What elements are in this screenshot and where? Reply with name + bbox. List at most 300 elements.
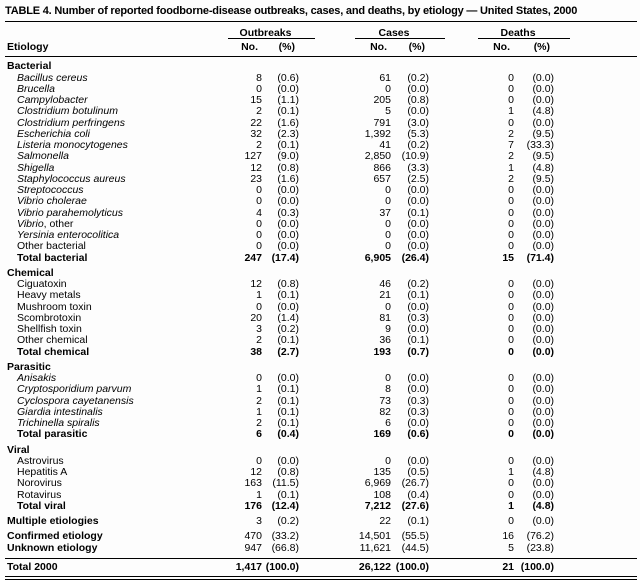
cases-pct-cell bbox=[391, 57, 429, 73]
tail-cell bbox=[554, 396, 637, 407]
gap-cell bbox=[429, 140, 470, 151]
gap-cell bbox=[299, 140, 347, 151]
table-row-total-bacterial bbox=[5, 253, 637, 264]
column-header-deaths-pct: (%) bbox=[514, 39, 554, 57]
gap-cell bbox=[299, 302, 347, 313]
outbreaks-pct-cell: (0.0) bbox=[277, 195, 299, 208]
tail-cell bbox=[554, 151, 637, 162]
deaths-no-cell bbox=[470, 358, 514, 373]
cases-pct-cell: (44.5) bbox=[401, 541, 430, 554]
gap-cell bbox=[429, 467, 470, 478]
section-grand-total bbox=[5, 558, 637, 578]
etiology-cell bbox=[5, 441, 220, 456]
etiology-label: Cryptosporidium parvum bbox=[17, 383, 132, 396]
gap-cell bbox=[299, 543, 347, 559]
tail-cell bbox=[554, 264, 637, 279]
cases-no-cell: 8 bbox=[385, 383, 391, 396]
outbreaks-pct-cell bbox=[262, 358, 299, 373]
column-header-cases-no: No. bbox=[347, 39, 391, 57]
deaths-pct-cell: (0.0) bbox=[532, 417, 555, 429]
table-row-other-bacterial bbox=[5, 241, 637, 252]
deaths-pct-cell: (0.0) bbox=[532, 289, 555, 302]
tail-cell bbox=[554, 279, 637, 290]
outbreaks-pct-cell: (11.5) bbox=[272, 477, 299, 490]
gap-cell bbox=[429, 418, 470, 429]
gap-cell bbox=[299, 313, 347, 324]
tail-cell bbox=[554, 241, 637, 252]
deaths-no-cell: 0 bbox=[508, 289, 515, 302]
table-row-total-chemical bbox=[5, 347, 637, 358]
tail-cell bbox=[554, 373, 637, 384]
outbreaks-pct-cell: (2.3) bbox=[277, 127, 299, 140]
etiology-label: Hepatitis A bbox=[17, 466, 68, 478]
outbreaks-no-cell: 23 bbox=[250, 172, 262, 185]
gap-cell bbox=[429, 527, 470, 542]
outbreaks-pct-cell: (0.8) bbox=[277, 161, 299, 174]
etiology-cell bbox=[5, 264, 220, 279]
outbreaks-pct-cell: (0.0) bbox=[277, 229, 299, 241]
deaths-pct-cell bbox=[514, 358, 554, 373]
gap-cell bbox=[429, 106, 470, 117]
cases-no-cell: 0 bbox=[385, 240, 391, 253]
gap-cell bbox=[299, 358, 347, 373]
gap-cell bbox=[299, 384, 347, 395]
outbreaks-pct-cell bbox=[262, 264, 299, 279]
deaths-pct-cell: (0.0) bbox=[532, 515, 555, 527]
outbreaks-no-cell: 0 bbox=[256, 229, 262, 241]
gap-cell bbox=[429, 347, 470, 358]
deaths-no-cell: 21 bbox=[470, 558, 514, 578]
column-header-deaths-no: No. bbox=[470, 39, 514, 57]
outbreaks-pct-cell: (0.0) bbox=[277, 454, 299, 467]
outbreaks-pct-cell: (0.2) bbox=[277, 323, 299, 335]
section-header-row-chemical bbox=[5, 264, 637, 279]
cases-pct-cell bbox=[391, 264, 429, 279]
outbreaks-no-cell: 22 bbox=[250, 116, 262, 129]
gap-cell bbox=[429, 441, 470, 456]
outbreaks-no-cell: 2 bbox=[256, 105, 262, 118]
outbreaks-pct-cell: (0.4) bbox=[277, 428, 299, 441]
cases-no-cell: 0 bbox=[385, 195, 391, 208]
etiology-label: Heavy metals bbox=[17, 289, 81, 302]
cases-no-cell: 108 bbox=[373, 488, 391, 501]
tail-cell bbox=[554, 84, 637, 95]
gap-cell bbox=[299, 57, 347, 73]
outbreaks-pct-cell: (1.1) bbox=[277, 94, 299, 106]
outbreaks-no-cell: 0 bbox=[256, 184, 262, 196]
outbreaks-no-cell: 38 bbox=[250, 345, 262, 358]
deaths-pct-cell: (0.0) bbox=[532, 71, 555, 84]
deaths-no-cell: 0 bbox=[508, 116, 515, 129]
cases-no-cell: 0 bbox=[385, 217, 391, 230]
cases-no-cell: 14,501 bbox=[358, 530, 391, 543]
cases-no-cell: 0 bbox=[385, 454, 391, 467]
deaths-no-cell: 0 bbox=[508, 206, 515, 219]
deaths-pct-cell: (0.0) bbox=[532, 334, 555, 347]
deaths-no-cell: 7 bbox=[508, 139, 515, 151]
outbreaks-no-cell: 12 bbox=[250, 466, 262, 478]
tail-cell bbox=[554, 347, 637, 358]
cases-pct-cell: (0.0) bbox=[407, 217, 430, 230]
etiology-label: Astrovirus bbox=[17, 454, 64, 467]
cases-no-cell: 169 bbox=[373, 428, 391, 441]
deaths-pct-cell: (0.0) bbox=[532, 311, 555, 324]
etiology-label: Total chemical bbox=[17, 345, 90, 358]
outbreaks-no-cell: 247 bbox=[244, 251, 262, 264]
gap-cell bbox=[299, 456, 347, 467]
cases-no-cell: 11,621 bbox=[359, 541, 391, 554]
etiology-header-spacer bbox=[5, 22, 220, 39]
gap-cell bbox=[429, 84, 470, 95]
deaths-no-cell: 1 bbox=[508, 499, 515, 512]
cases-no-cell: 193 bbox=[373, 345, 391, 358]
tail-cell bbox=[554, 95, 637, 106]
outbreaks-pct-cell: (0.0) bbox=[277, 82, 299, 95]
section-bacterial bbox=[5, 57, 637, 264]
tail-cell bbox=[554, 253, 637, 264]
cases-pct-cell: (0.0) bbox=[407, 417, 430, 429]
cases-pct-cell: (0.1) bbox=[407, 334, 430, 347]
cases-no-cell bbox=[347, 57, 391, 73]
outbreaks-pct-cell: (1.4) bbox=[277, 311, 299, 324]
deaths-pct-cell: (0.0) bbox=[532, 217, 555, 230]
deaths-no-cell: 0 bbox=[508, 383, 515, 396]
gap-cell bbox=[429, 543, 470, 559]
cases-pct-cell: (0.0) bbox=[407, 454, 430, 467]
group-label: Deaths bbox=[500, 26, 536, 39]
deaths-pct-cell: (0.0) bbox=[532, 82, 555, 95]
cases-no-cell: 0 bbox=[385, 229, 391, 241]
outbreaks-pct-cell: (0.1) bbox=[277, 394, 299, 407]
etiology-label: Norovirus bbox=[17, 477, 62, 490]
cases-pct-cell: (55.5) bbox=[401, 530, 430, 543]
deaths-no-cell: 0 bbox=[508, 311, 515, 324]
etiology-label: Trichinella spiralis bbox=[17, 417, 100, 429]
cases-no-cell: 5 bbox=[385, 105, 391, 118]
tail-cell bbox=[554, 527, 637, 542]
tail-cell bbox=[554, 467, 637, 478]
table-row-other-chemical bbox=[5, 335, 637, 346]
cases-no-cell: 81 bbox=[379, 311, 391, 324]
tail-cell bbox=[554, 558, 637, 578]
outbreaks-pct-cell: (66.8) bbox=[271, 541, 299, 554]
outbreaks-pct-cell bbox=[262, 441, 299, 456]
etiology-label: Escherichia coli bbox=[17, 127, 90, 140]
gap-cell bbox=[429, 118, 470, 129]
tail-cell bbox=[554, 57, 637, 73]
cases-no-cell bbox=[347, 358, 391, 373]
outbreaks-pct-cell: (0.0) bbox=[277, 240, 299, 253]
cases-no-cell: 135 bbox=[373, 466, 391, 478]
outbreaks-pct-cell: (0.8) bbox=[277, 466, 299, 478]
gap-cell bbox=[429, 73, 470, 84]
table-row-total-2000 bbox=[5, 558, 637, 578]
section-viral bbox=[5, 441, 637, 513]
etiology-label: Salmonella bbox=[17, 150, 69, 163]
cases-pct-cell: (0.2) bbox=[407, 139, 430, 151]
section-summary bbox=[5, 527, 637, 558]
deaths-no-cell: 0 bbox=[508, 195, 515, 208]
tail-cell bbox=[554, 335, 637, 346]
gap-cell bbox=[429, 151, 470, 162]
cases-no-cell: 82 bbox=[379, 405, 391, 418]
cases-no-cell: 6,905 bbox=[364, 251, 391, 264]
etiology-label: Staphylococcus aureus bbox=[17, 172, 126, 185]
outbreaks-no-cell: 1 bbox=[256, 405, 262, 418]
gap-cell bbox=[299, 279, 347, 290]
section-parasitic bbox=[5, 358, 637, 441]
etiology-table bbox=[5, 22, 637, 580]
deaths-pct-cell: (71.4) bbox=[526, 251, 555, 264]
etiology-label: Other bacterial bbox=[17, 240, 86, 253]
tail-cell bbox=[554, 219, 637, 230]
deaths-no-cell: 1 bbox=[508, 161, 515, 174]
deaths-pct-cell: (0.0) bbox=[532, 488, 555, 501]
outbreaks-pct-cell: (0.1) bbox=[277, 383, 299, 396]
outbreaks-no-cell: 947 bbox=[244, 541, 262, 554]
gap-cell bbox=[299, 373, 347, 384]
gap-cell bbox=[299, 290, 347, 301]
gap-cell bbox=[429, 407, 470, 418]
etiology-label: Scombrotoxin bbox=[17, 311, 82, 324]
outbreaks-no-cell: 0 bbox=[256, 217, 262, 230]
gap-cell bbox=[429, 501, 470, 512]
gap-cell bbox=[299, 73, 347, 84]
outbreaks-no-cell: 1 bbox=[256, 488, 262, 501]
outbreaks-no-cell: 176 bbox=[244, 499, 262, 512]
table-row-norovirus bbox=[5, 478, 637, 489]
deaths-no-cell: 0 bbox=[508, 515, 515, 527]
gap-cell bbox=[299, 84, 347, 95]
outbreaks-no-cell: 0 bbox=[256, 372, 262, 384]
tail-cell bbox=[554, 407, 637, 418]
etiology-label: Campylobacter bbox=[17, 94, 88, 106]
cases-pct-cell bbox=[391, 441, 429, 456]
tail-cell bbox=[554, 324, 637, 335]
cases-pct-cell: (26.4) bbox=[401, 251, 430, 264]
table-row-heavy-metals bbox=[5, 290, 637, 301]
etiology-label: Total viral bbox=[17, 499, 66, 512]
outbreaks-pct-cell: (0.0) bbox=[277, 300, 299, 313]
etiology-label: Brucella bbox=[17, 82, 55, 95]
outbreaks-no-cell: 2 bbox=[256, 394, 262, 407]
gap-cell bbox=[429, 358, 470, 373]
gap-cell bbox=[299, 558, 347, 578]
gap-cell bbox=[429, 163, 470, 174]
deaths-no-cell: 0 bbox=[508, 300, 515, 313]
deaths-no-cell bbox=[470, 57, 514, 73]
outbreaks-pct-cell: (2.7) bbox=[277, 345, 299, 358]
etiology-cell bbox=[5, 358, 220, 373]
cases-pct-cell: (0.0) bbox=[407, 240, 430, 253]
tail-cell bbox=[554, 418, 637, 429]
deaths-no-cell: 0 bbox=[508, 372, 515, 384]
gap-cell bbox=[299, 196, 347, 207]
gap-cell bbox=[429, 129, 470, 140]
tail-cell bbox=[554, 478, 637, 489]
etiology-label-suffix: , other bbox=[43, 217, 74, 230]
gap-cell bbox=[299, 219, 347, 230]
outbreaks-no-cell: 0 bbox=[256, 195, 262, 208]
cases-pct-cell: (0.3) bbox=[407, 394, 430, 407]
gap-cell bbox=[299, 95, 347, 106]
column-header-outbreaks-no: No. bbox=[220, 39, 262, 57]
etiology-label: Bacillus cereus bbox=[17, 71, 88, 84]
outbreaks-no-cell: 0 bbox=[256, 300, 262, 313]
cases-pct-cell: (0.0) bbox=[407, 323, 430, 335]
etiology-label: Streptococcus bbox=[17, 184, 84, 196]
group-underline bbox=[355, 38, 445, 39]
etiology-label: Viral bbox=[7, 443, 30, 456]
outbreaks-pct-cell: (1.6) bbox=[277, 172, 299, 185]
deaths-pct-cell: (0.0) bbox=[532, 345, 555, 358]
gap-cell bbox=[299, 527, 347, 542]
gap-cell bbox=[429, 384, 470, 395]
deaths-no-cell: 0 bbox=[508, 278, 515, 290]
outbreaks-pct-cell: (0.8) bbox=[277, 278, 299, 290]
gap-cell bbox=[429, 39, 470, 57]
etiology-label: Multiple etiologies bbox=[7, 515, 99, 527]
outbreaks-no-cell: 15 bbox=[250, 94, 262, 106]
deaths-pct-cell: (9.5) bbox=[532, 150, 555, 163]
tail-cell bbox=[554, 501, 637, 512]
etiology-label: Vibrio cholerae bbox=[17, 195, 87, 208]
table-title: TABLE 4. Number of reported foodborne-disease outbreaks, cases, and deaths, by etiology — United States, 2000 bbox=[5, 5, 637, 22]
outbreaks-pct-cell: (0.0) bbox=[277, 217, 299, 230]
etiology-cell bbox=[5, 501, 220, 512]
deaths-no-cell bbox=[470, 264, 514, 279]
cases-pct-cell: (0.4) bbox=[407, 488, 430, 501]
gap-cell bbox=[429, 512, 470, 527]
deaths-no-cell: 0 bbox=[508, 405, 515, 418]
etiology-label: Clostridium botulinum bbox=[17, 105, 118, 118]
cases-no-cell: 73 bbox=[379, 394, 391, 407]
section-chemical bbox=[5, 264, 637, 358]
table-row-total-viral bbox=[5, 501, 637, 512]
etiology-label: Ciguatoxin bbox=[17, 278, 67, 290]
gap-cell bbox=[299, 396, 347, 407]
cases-pct-cell: (0.7) bbox=[407, 345, 430, 358]
gap-cell bbox=[299, 39, 347, 57]
group-underline bbox=[478, 38, 570, 39]
deaths-no-cell: 0 bbox=[508, 240, 515, 253]
outbreaks-no-cell: 0 bbox=[256, 454, 262, 467]
cases-pct-cell: (0.0) bbox=[407, 105, 430, 118]
outbreaks-no-cell: 470 bbox=[244, 530, 262, 543]
etiology-label: Total parasitic bbox=[17, 428, 88, 441]
deaths-no-cell: 0 bbox=[508, 334, 515, 347]
gap-cell bbox=[299, 22, 347, 39]
etiology-label: Giardia intestinalis bbox=[17, 405, 103, 418]
cases-pct-cell: (0.0) bbox=[407, 372, 430, 384]
outbreaks-no-cell: 0 bbox=[256, 240, 262, 253]
deaths-no-cell: 0 bbox=[508, 229, 515, 241]
outbreaks-no-cell: 12 bbox=[250, 278, 262, 290]
outbreaks-no-cell: 2 bbox=[256, 139, 262, 151]
gap-cell bbox=[429, 57, 470, 73]
deaths-no-cell: 0 bbox=[508, 454, 515, 467]
cases-no-cell: 36 bbox=[379, 334, 391, 347]
gap-cell bbox=[299, 174, 347, 185]
gap-cell bbox=[429, 185, 470, 196]
gap-cell bbox=[299, 253, 347, 264]
cases-no-cell: 791 bbox=[373, 116, 391, 129]
tail-cell bbox=[554, 230, 637, 241]
cases-no-cell: 26,122 bbox=[347, 558, 391, 578]
gap-cell bbox=[429, 279, 470, 290]
outbreaks-no-cell: 3 bbox=[256, 515, 262, 527]
section-header-row-bacterial bbox=[5, 57, 637, 73]
deaths-no-cell: 2 bbox=[508, 150, 515, 163]
outbreaks-no-cell: 3 bbox=[256, 323, 262, 335]
etiology-label: Mushroom toxin bbox=[17, 300, 92, 313]
group-header-deaths bbox=[470, 22, 554, 39]
outbreaks-no-cell: 0 bbox=[256, 82, 262, 95]
gap-cell bbox=[299, 490, 347, 501]
deaths-no-cell: 0 bbox=[508, 217, 515, 230]
cases-pct-cell bbox=[391, 358, 429, 373]
cases-pct-cell: (0.0) bbox=[407, 82, 430, 95]
outbreaks-no-cell: 20 bbox=[250, 311, 262, 324]
group-underline bbox=[228, 38, 315, 39]
gap-cell bbox=[429, 490, 470, 501]
deaths-no-cell: 0 bbox=[508, 417, 515, 429]
tail-cell bbox=[554, 456, 637, 467]
deaths-no-cell: 1 bbox=[508, 466, 515, 478]
outbreaks-pct-cell: (0.1) bbox=[277, 488, 299, 501]
cases-pct-cell: (0.1) bbox=[407, 289, 430, 302]
deaths-pct-cell: (4.8) bbox=[532, 499, 555, 512]
gap-cell bbox=[299, 324, 347, 335]
gap-cell bbox=[299, 208, 347, 219]
deaths-pct-cell: (0.0) bbox=[532, 240, 555, 253]
cases-no-cell: 6,969 bbox=[364, 477, 391, 490]
tail-cell bbox=[554, 429, 637, 440]
gap-cell bbox=[299, 185, 347, 196]
cases-pct-cell: (0.0) bbox=[407, 229, 430, 241]
column-header-outbreaks-pct: (%) bbox=[262, 39, 299, 57]
deaths-pct-cell: (4.8) bbox=[532, 105, 555, 118]
cases-pct-cell: (0.1) bbox=[407, 515, 430, 527]
section-multiple bbox=[5, 512, 637, 527]
deaths-no-cell: 0 bbox=[508, 82, 515, 95]
group-label: Outbreaks bbox=[239, 26, 292, 39]
outbreaks-pct-cell: (0.1) bbox=[277, 405, 299, 418]
gap-cell bbox=[299, 118, 347, 129]
group-label: Cases bbox=[378, 26, 410, 39]
deaths-pct-cell: (0.0) bbox=[532, 428, 555, 441]
cases-pct-cell: (5.3) bbox=[407, 127, 430, 140]
cases-no-cell: 22 bbox=[379, 515, 391, 527]
table-header bbox=[5, 22, 637, 57]
gap-cell bbox=[429, 558, 470, 578]
tail-cell bbox=[554, 140, 637, 151]
cases-no-cell: 657 bbox=[373, 172, 391, 185]
cases-pct-cell: (10.9) bbox=[401, 150, 430, 163]
etiology-label: Unknown etiology bbox=[7, 541, 98, 554]
tail-cell bbox=[554, 302, 637, 313]
cases-pct-cell: (0.0) bbox=[407, 184, 430, 196]
gap-cell bbox=[429, 324, 470, 335]
tail-cell bbox=[554, 208, 637, 219]
outbreaks-pct-cell: (17.4) bbox=[271, 251, 299, 264]
outbreaks-no-cell: 2 bbox=[256, 334, 262, 347]
outbreaks-pct-cell: (0.0) bbox=[277, 184, 299, 196]
outbreaks-pct-cell: (0.3) bbox=[277, 206, 299, 219]
gap-cell bbox=[429, 396, 470, 407]
etiology-label: Shellfish toxin bbox=[17, 323, 82, 335]
cases-pct-cell: (27.6) bbox=[401, 499, 430, 512]
